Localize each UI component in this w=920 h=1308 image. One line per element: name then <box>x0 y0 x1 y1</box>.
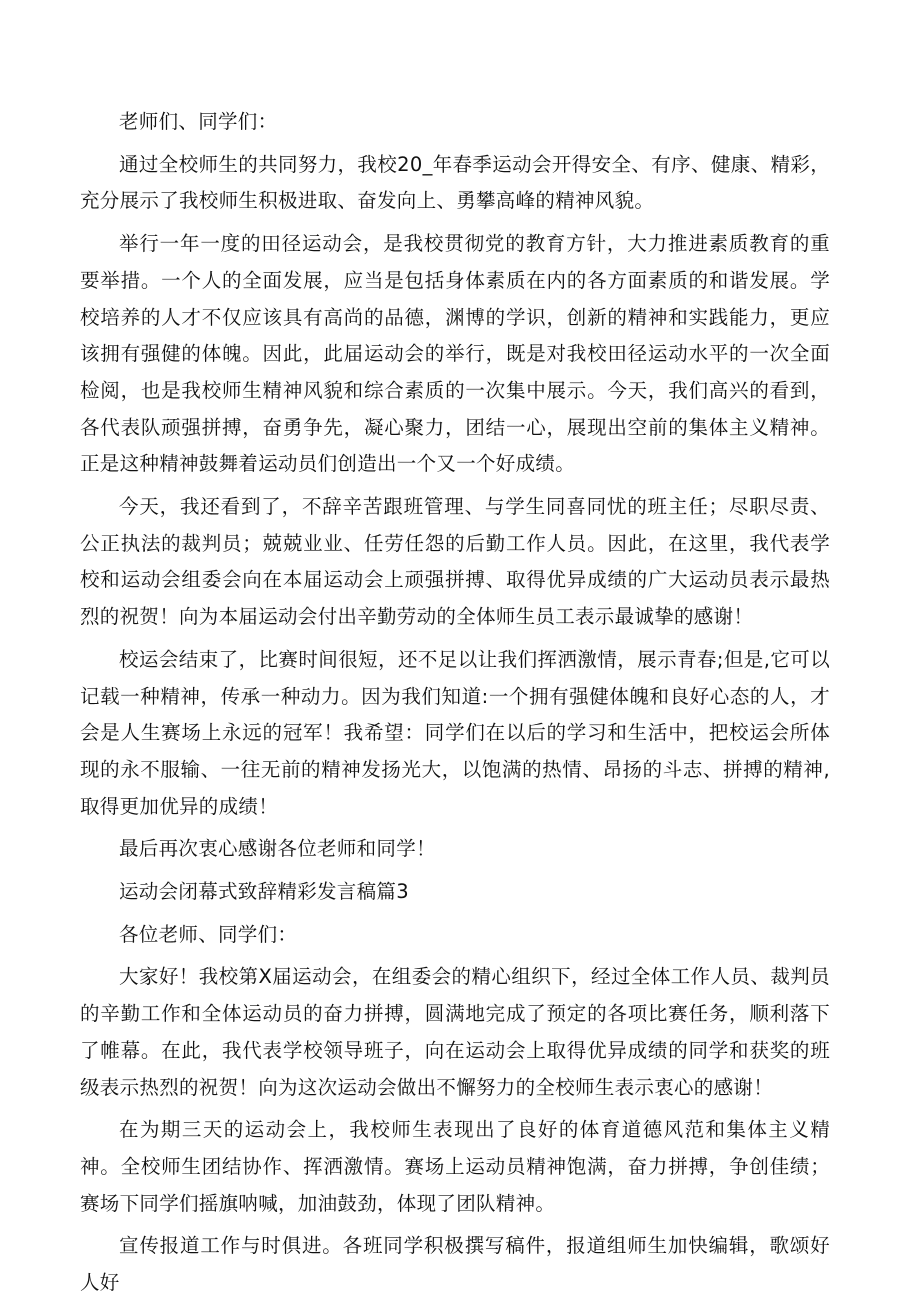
paragraph-performance: 在为期三天的运动会上，我校师生表现出了良好的体育道德风范和集体主义精神。全校师生团结协作、挥洒激情。赛场上运动员精神饱满，奋力拼搏，争创佳绩；赛场下同学们摇旗呐喊，加油鼓劲，体现了团队精神。 <box>80 1118 830 1215</box>
paragraph-purpose: 举行一年一度的田径运动会，是我校贯彻党的教育方针，大力推进素质教育的重要举措。一个人的全面发展，应当是包括身体素质在内的各方面素质的和谐发展。学校培养的人才不仅应该具有高尚的品德，渊博的学识，创新的精神和实践能力，更应该拥有强健的体魄。因此，此届运动会的举行，既是对我校田径运动水平的一次全面检阅，也是我校师生精神风貌和综合素质的一次集中展示。今天，我们高兴的看到，各代表队顽强拼搏，奋勇争先，凝心聚力，团结一心，展现出空前的集体主义精神。正是这种精神鼓舞着运动员们创造出一个又一个好成绩。 <box>80 232 830 476</box>
section-heading: 运动会闭幕式致辞精彩发言稿篇3 <box>119 880 409 904</box>
salutation-2: 各位老师、同学们： <box>119 922 298 946</box>
paragraph-intro: 通过全校师生的共同努力，我校20_年春季运动会开得安全、有序、健康、精彩，充分展示了我校师生积极进取、奋发向上、勇攀高峰的精神风貌。 <box>80 152 830 213</box>
paragraph-greeting: 大家好！我校第X届运动会，在组委会的精心组织下，经过全体工作人员、裁判员的辛勤工作和全体运动员的奋力拼搏，圆满地完成了预定的各项比赛任务，顺利落下了帷幕。在此，我代表学校领导班子，向在运动会上取得优异成绩的同学和获奖的班级表示热烈的祝贺！向为这次运动会做出不懈努力的全校师生表示衷心的感谢！ <box>80 965 830 1099</box>
document-page <box>80 104 830 1308</box>
paragraph-publicity: 宣传报道工作与时俱进。各班同学积极撰写稿件，报道组师生加快编辑，歌颂好人好 <box>80 1234 830 1295</box>
paragraph-thanks: 今天，我还看到了，不辞辛苦跟班管理、与学生同喜同忧的班主任；尽职尽责、公正执法的裁判员；兢兢业业、任劳任怨的后勤工作人员。因此，在这里，我代表学校和运动会组委会向在本届运动会上顽强拼搏、取得优异成绩的广大运动员表示最热烈的祝贺！向为本届运动会付出辛勤劳动的全体师生员工表示最诚挚的感谢！ <box>80 495 830 629</box>
salutation: 老师们、同学们： <box>119 110 278 133</box>
paragraph-closing: 最后再次衷心感谢各位老师和同学！ <box>119 837 436 861</box>
paragraph-hope: 校运会结束了，比赛时间很短，还不足以让我们挥洒激情，展示青春;但是,它可以记载一种精神，传承一种动力。因为我们知道:一个拥有强健体魄和良好心态的人，才会是人生赛场上永远的冠军！我希望：同学们在以后的学习和生活中，把校运会所体现的永不服输、一往无前的精神发扬光大，以饱满的热情、昂扬的斗志、拼搏的精神,取得更加优异的成绩！ <box>80 647 830 818</box>
